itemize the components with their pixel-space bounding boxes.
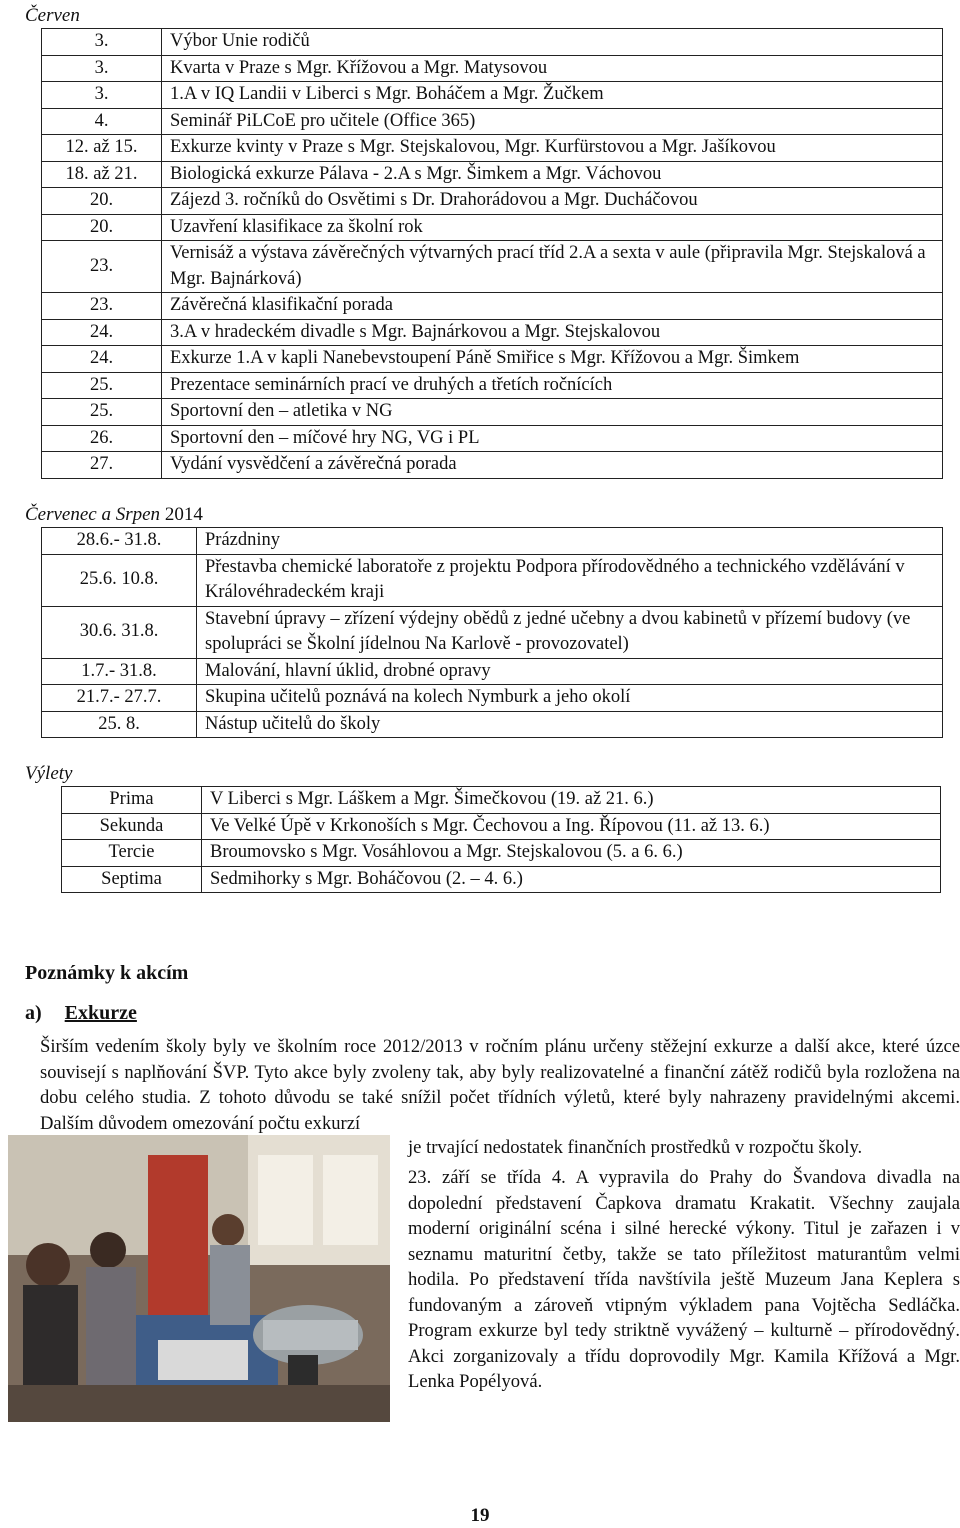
cerven-date-cell: 23.	[42, 241, 162, 293]
page-number: 19	[470, 1505, 490, 1526]
cerven-date-cell: 18. až 21.	[42, 161, 162, 188]
cerven-row	[42, 293, 943, 320]
cerven-date-cell: 24.	[42, 319, 162, 346]
cerven-event-cell: Sportovní den – míčové hry NG, VG i PL	[162, 425, 943, 452]
excursion-photo-drawing	[8, 1135, 390, 1422]
cerven-date-cell: 26.	[42, 425, 162, 452]
cerven-event-cell: Výbor Unie rodičů	[162, 29, 943, 56]
vylety-cls-cell: Sekunda	[62, 813, 202, 840]
cerven-row	[42, 399, 943, 426]
cerven-event-cell: Vernisáž a výstava závěrečných výtvarných prací tříd 2.A a sexta v aule (připravila Mgr. Stejskalová a Mgr. Bajnárková)	[162, 241, 943, 293]
cerven-date-cell: 3.	[42, 82, 162, 109]
cerven-event-cell: Sportovní den – atletika v NG	[162, 399, 943, 426]
cerven-event-cell: Uzavření klasifikace za školní rok	[162, 214, 943, 241]
vylety-row	[62, 813, 941, 840]
summer-event-cell: Malování, hlavní úklid, drobné opravy	[197, 658, 943, 685]
summer-row	[42, 528, 943, 555]
vylety-trip-cell: V Liberci s Mgr. Láškem a Mgr. Šimečkovou (19. až 21. 6.)	[202, 787, 941, 814]
summer-event-cell: Nástup učitelů do školy	[197, 711, 943, 738]
cerven-table	[41, 28, 943, 479]
cerven-row	[42, 161, 943, 188]
summer-row	[42, 685, 943, 712]
vylety-cls-cell: Tercie	[62, 840, 202, 867]
summer-event-cell: Skupina učitelů poznává na kolech Nymburk a jeho okolí	[197, 685, 943, 712]
summer-date-cell: 25.6. 10.8.	[42, 554, 197, 606]
cerven-event-cell: Kvarta v Praze s Mgr. Křížovou a Mgr. Matysovou	[162, 55, 943, 82]
summer-title-italic: Červenec a Srpen	[25, 504, 161, 525]
notes-sub-letter: a)	[25, 1002, 42, 1024]
summer-title-year: 2014	[160, 504, 203, 525]
summer-date-cell: 1.7.- 31.8.	[42, 658, 197, 685]
vylety-trip-cell: Broumovsko s Mgr. Vosáhlovou a Mgr. Stejskalovou (5. a 6. 6.)	[202, 840, 941, 867]
notes-subheading	[25, 1002, 137, 1025]
excursion-photo	[8, 1135, 390, 1422]
section-title-summer	[25, 504, 203, 526]
summer-event-cell: Přestavba chemické laboratoře z projektu Podpora přírodovědného a technického vzdělávání v Královéhradeckém kraji	[197, 554, 943, 606]
cerven-row	[42, 29, 943, 56]
summer-table	[41, 527, 943, 738]
cerven-row	[42, 425, 943, 452]
cerven-row	[42, 55, 943, 82]
cerven-date-cell: 3.	[42, 29, 162, 56]
cerven-event-cell: Vydání vysvědčení a závěrečná porada	[162, 452, 943, 479]
notes-sub-title: Exkurze	[64, 1002, 137, 1024]
vylety-trip-cell: Sedmihorky s Mgr. Boháčovou (2. – 4. 6.)	[202, 866, 941, 893]
vylety-table	[61, 786, 941, 893]
summer-date-cell: 21.7.- 27.7.	[42, 685, 197, 712]
cerven-date-cell: 27.	[42, 452, 162, 479]
notes-heading: Poznámky k akcím	[25, 962, 189, 984]
cerven-row	[42, 214, 943, 241]
summer-date-cell: 25. 8.	[42, 711, 197, 738]
cerven-event-cell: 3.A v hradeckém divadle s Mgr. Bajnárkovou a Mgr. Stejskalovou	[162, 319, 943, 346]
vylety-row	[62, 866, 941, 893]
cerven-event-cell: Biologická exkurze Pálava - 2.A s Mgr. Šimkem a Mgr. Váchovou	[162, 161, 943, 188]
notes-intro-paragraph: Širším vedením školy byly ve školním roce 2012/2013 v ročním plánu určeny stěžejní exkurze a další akce, které úzce souvisejí s naplňování ŠVP. Tyto akce byly zvoleny tak, aby byly realizovatelné a finanční zátěž rodičů byla rozložena na dobu celého studia. Z tohoto důvodu se také snížil počet třídních výletů, které byly nahrazeny pravidelnými akcemi. Dalším důvodem omezování počtu exkurzí	[40, 1036, 960, 1134]
cerven-date-cell: 25.	[42, 372, 162, 399]
vylety-cls-cell: Prima	[62, 787, 202, 814]
summer-date-cell: 28.6.- 31.8.	[42, 528, 197, 555]
summer-event-cell: Prázdniny	[197, 528, 943, 555]
cerven-event-cell: Seminář PiLCoE pro učitele (Office 365)	[162, 108, 943, 135]
cerven-event-cell: Prezentace seminárních prací ve druhých a třetích ročnících	[162, 372, 943, 399]
notes-intro-end: je trvající nedostatek finančních prostředků v rozpočtu školy.	[408, 1137, 863, 1158]
cerven-event-cell: Závěrečná klasifikační porada	[162, 293, 943, 320]
cerven-row	[42, 372, 943, 399]
cerven-row	[42, 241, 943, 293]
cerven-date-cell: 3.	[42, 55, 162, 82]
cerven-event-cell: Exkurze 1.A v kapli Nanebevstoupení Páně Smiřice s Mgr. Křížovou a Mgr. Šimkem	[162, 346, 943, 373]
cerven-row	[42, 452, 943, 479]
cerven-row	[42, 82, 943, 109]
cerven-date-cell: 4.	[42, 108, 162, 135]
cerven-row	[42, 346, 943, 373]
cerven-event-cell: 1.A v IQ Landii v Liberci s Mgr. Boháčem a Mgr. Žučkem	[162, 82, 943, 109]
cerven-event-cell: Zájezd 3. ročníků do Osvětimi s Dr. Drahorádovou a Mgr. Ducháčovou	[162, 188, 943, 215]
cerven-event-cell: Exkurze kvinty v Praze s Mgr. Stejskalovou, Mgr. Kurfürstovou a Mgr. Jašíkovou	[162, 135, 943, 162]
cerven-date-cell: 20.	[42, 188, 162, 215]
cerven-row	[42, 108, 943, 135]
cerven-row	[42, 135, 943, 162]
summer-row	[42, 711, 943, 738]
cerven-date-cell: 20.	[42, 214, 162, 241]
summer-date-cell: 30.6. 31.8.	[42, 606, 197, 658]
summer-row	[42, 606, 943, 658]
cerven-row	[42, 319, 943, 346]
summer-row	[42, 554, 943, 606]
vylety-row	[62, 840, 941, 867]
section-title-vylety: Výlety	[25, 763, 73, 784]
summer-row	[42, 658, 943, 685]
vylety-cls-cell: Septima	[62, 866, 202, 893]
cerven-date-cell: 23.	[42, 293, 162, 320]
vylety-trip-cell: Ve Velké Úpě v Krkonoších s Mgr. Čechovou a Ing. Řípovou (11. až 13. 6.)	[202, 813, 941, 840]
cerven-date-cell: 12. až 15.	[42, 135, 162, 162]
cerven-date-cell: 25.	[42, 399, 162, 426]
summer-event-cell: Stavební úpravy – zřízení výdejny obědů z jedné učebny a dvou kabinetů v přízemí budovy (ve spolupráci se Školní jídelnou Na Karlově - provozovatel)	[197, 606, 943, 658]
section-title-cerven: Červen	[25, 5, 80, 26]
cerven-row	[42, 188, 943, 215]
notes-story-paragraph: 23. září se třída 4. A vypravila do Prahy do Švandova divadla na dopolední představení Čapkova dramatu Krakatit. Všechny zaujala moderní originální scéna i silné herecké výkony. Titul je zařazen i v seznamu maturitní četby, takže se tato příležitost maturantům velmi hodila. Po představení třída navštívila ještě Muzeum Jana Keplera s fundovaným a zároveň vtipným výkladem pana Vojtěcha Sedláčka. Program exkurze byl tedy striktně vyvážený – kulturně – přírodovědný. Akci zorganizovaly a třídu doprovodily Mgr. Kamila Křížová a Mgr. Lenka Popélyová.	[408, 1167, 960, 1392]
vylety-row	[62, 787, 941, 814]
cerven-date-cell: 24.	[42, 346, 162, 373]
